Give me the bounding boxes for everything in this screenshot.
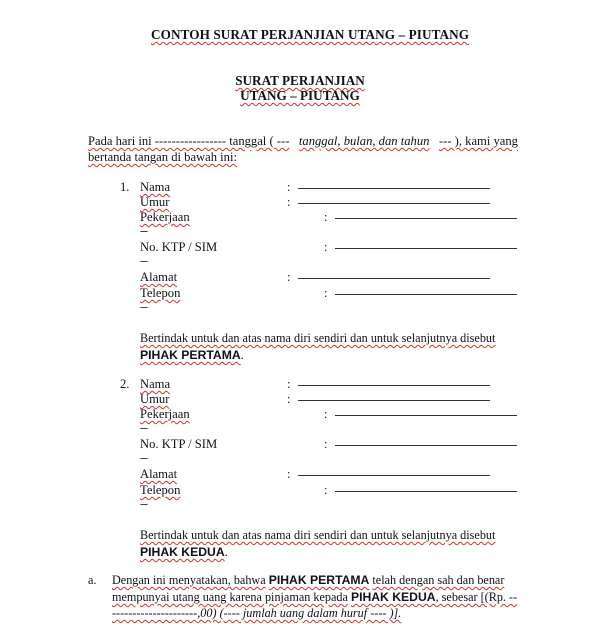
party2-id-line: [335, 445, 517, 446]
party1-phone-label: Telepon: [140, 286, 181, 300]
party1-phone-colon: :: [324, 286, 328, 300]
party2-phone-line: [335, 491, 517, 492]
party2-id-colon: :: [324, 437, 328, 451]
party1-name-line: [298, 188, 490, 189]
party2-statement: Bertindak untuk dan atas nama diri sendiri dan untuk selanjutnya disebut: [140, 528, 496, 542]
party1-job-colon: :: [324, 210, 328, 224]
intro-line-1: Pada hari ini ----------------- tanggal ( --- tanggal, bulan, dan tahun --- ), kami yang: [88, 134, 518, 148]
party2-id-label: No. KTP / SIM: [140, 437, 218, 451]
party2-name-colon: :: [287, 377, 291, 391]
party1-name-colon: :: [287, 180, 291, 194]
party1-address-label: Alamat: [140, 270, 178, 284]
intro-line-2: bertanda tangan di bawah ini:: [88, 150, 237, 164]
party1-age-colon: :: [287, 195, 291, 209]
heading-line-2: UTANG – PIUTANG: [240, 88, 360, 103]
party1-address-line: [298, 278, 490, 279]
party2-phone-label: Telepon: [140, 483, 181, 497]
party2-age-colon: :: [287, 392, 291, 406]
party2-name-label: Nama: [140, 377, 171, 391]
party2-job-label: Pekerjaan: [140, 407, 190, 421]
party2-id-dashes: ---: [140, 453, 147, 464]
party1-age-label: Umur: [140, 195, 170, 209]
party1-job-label: Pekerjaan: [140, 210, 190, 224]
party2-number: 2.: [120, 377, 130, 391]
party1-job-dashes: ---: [140, 226, 147, 237]
party1-id-label: No. KTP / SIM: [140, 240, 218, 254]
clause-a-marker: a.: [88, 573, 97, 587]
document-title: CONTOH SURAT PERJANJIAN UTANG – PIUTANG: [151, 27, 470, 42]
party1-id-line: [335, 248, 517, 249]
party1-statement: Bertindak untuk dan atas nama diri sendiri dan untuk selanjutnya disebut: [140, 331, 496, 345]
heading-line-1: SURAT PERJANJIAN: [235, 73, 365, 88]
party2-address-label: Alamat: [140, 467, 178, 481]
party1-address-colon: :: [287, 270, 291, 284]
party1-number: 1.: [120, 180, 130, 194]
party2-job-colon: :: [324, 407, 328, 421]
party2-job-dashes: ---: [140, 423, 147, 434]
party2-address-line: [298, 475, 490, 476]
party1-age-line: [298, 203, 490, 204]
clause-a-line-3: ---------------------,00) (---- jumlah uang dalam huruf ---- )].: [112, 606, 402, 620]
party2-age-line: [298, 400, 490, 401]
party1-designation: PIHAK PERTAMA.: [140, 348, 244, 362]
party2-address-colon: :: [287, 467, 291, 481]
party1-name-label: Nama: [140, 180, 171, 194]
party1-phone-dashes: ---: [140, 302, 147, 313]
party2-designation: PIHAK KEDUA.: [140, 545, 228, 559]
party1-phone-line: [335, 294, 517, 295]
party1-id-colon: :: [324, 240, 328, 254]
party2-phone-colon: :: [324, 483, 328, 497]
party2-job-line: [335, 415, 517, 416]
party2-phone-dashes: ---: [140, 499, 147, 510]
clause-a-line-2: mempunyai utang uang karena pinjaman kepada PIHAK KEDUA, sebesar [(Rp. --: [112, 590, 518, 604]
party2-name-line: [298, 385, 490, 386]
party2-age-label: Umur: [140, 392, 170, 406]
party1-job-line: [335, 218, 517, 219]
party1-id-dashes: ---: [140, 256, 147, 267]
clause-a-line-1: Dengan ini menyatakan, bahwa PIHAK PERTAMA telah dengan sah dan benar: [112, 573, 505, 587]
